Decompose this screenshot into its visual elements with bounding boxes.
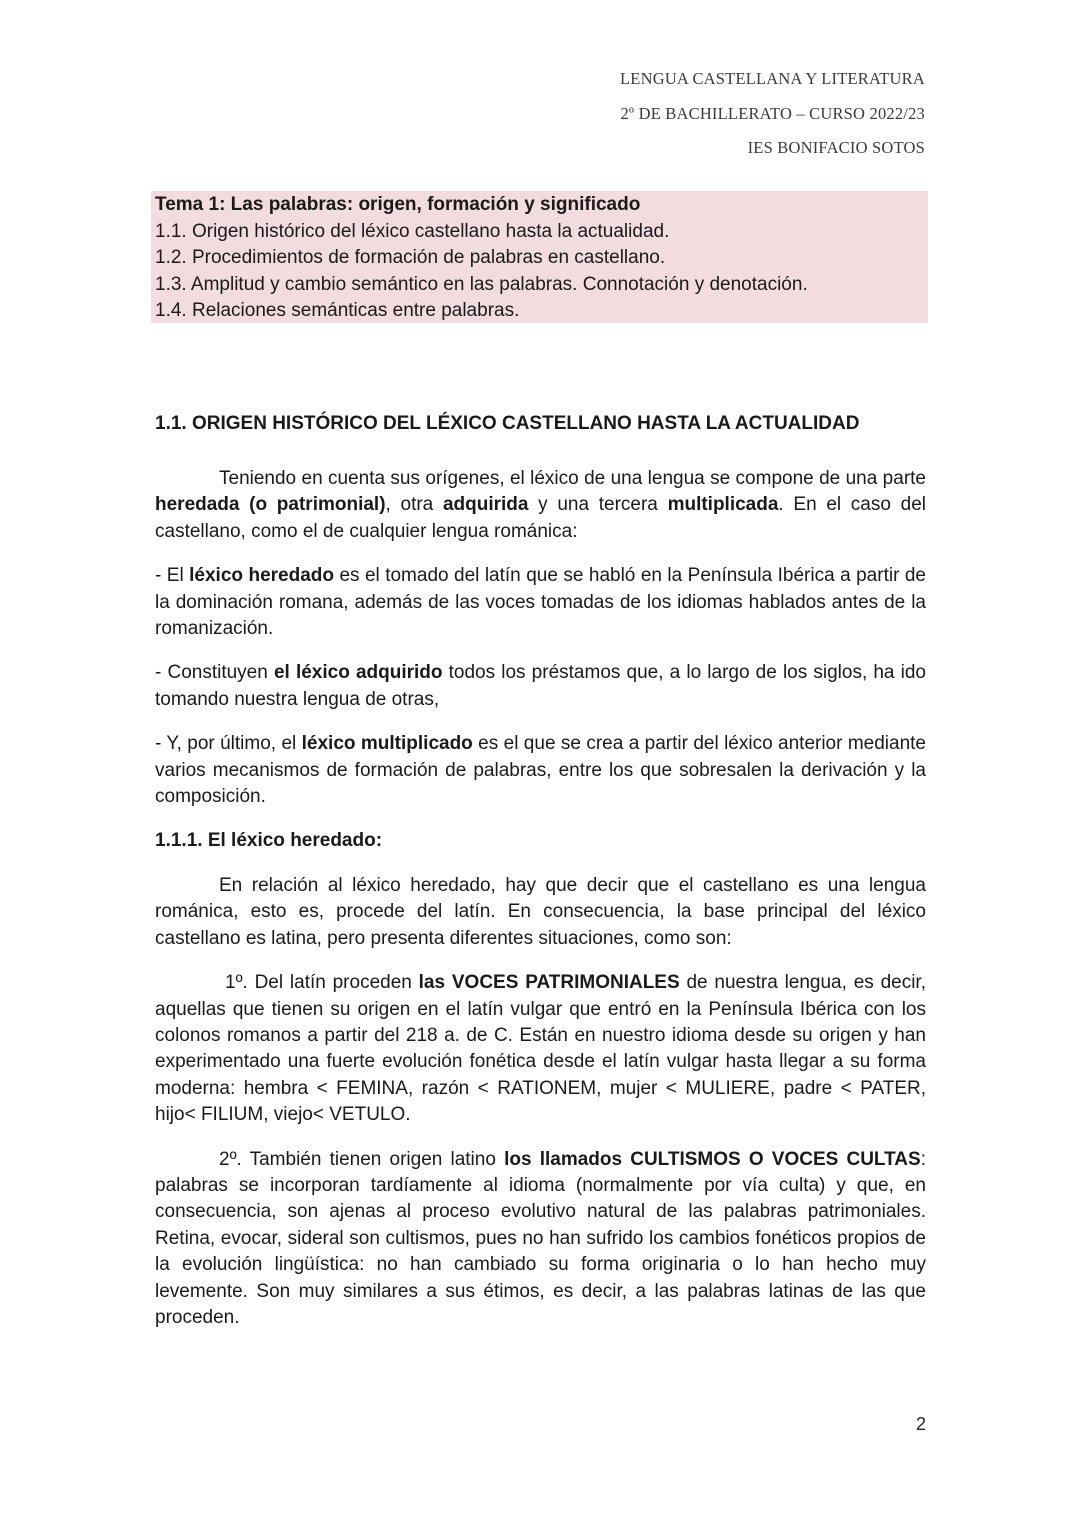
subsection-intro: En relación al léxico heredado, hay que decir que el castellano es una lengua románica, esto es, procede del latín. En consecuencia, la base principal del léxico castellano es latina, pero presenta diferentes situaciones, como son: bbox=[155, 874, 926, 949]
text-run: 1º. Del latín proceden bbox=[225, 972, 419, 994]
header-school: IES BONIFACIO SOTOS bbox=[747, 138, 925, 157]
bold-term: léxico multiplicado bbox=[301, 733, 473, 755]
text-run: - El bbox=[155, 565, 190, 587]
text-run: es el tomado del latín que se habló en la Península Ibérica a partir de la dominación romana, además de las voces tomadas de los idiomas hablados antes de la romanización. bbox=[155, 565, 926, 640]
topic-item: 1.2. Procedimientos de formación de palabras en castellano. bbox=[155, 247, 666, 269]
header-course: 2º DE BACHILLERATO – CURSO 2022/23 bbox=[620, 103, 925, 123]
bullet-paragraph bbox=[155, 563, 926, 642]
main-content bbox=[155, 410, 926, 1349]
intro-paragraph bbox=[155, 466, 926, 545]
bullet-paragraph bbox=[155, 731, 926, 810]
bold-term: los llamados CULTISMOS O VOCES CULTAS bbox=[504, 1148, 921, 1170]
text-run: Teniendo en cuenta sus orígenes, el léxico de una lengua se compone de una parte bbox=[219, 468, 926, 489]
bullet-paragraph bbox=[155, 660, 926, 713]
text-run: 2º. También tienen origen latino bbox=[219, 1148, 505, 1170]
point-paragraph bbox=[155, 970, 926, 1128]
text-run: . En el caso del castellano, como el de cualquier lengua románica: bbox=[155, 494, 926, 542]
text-run: es el que se crea a partir del léxico anterior mediante varios mecanismos de formación de palabras, entre los que sobresalen la derivación y la composición. bbox=[155, 733, 926, 808]
bold-term: multiplicada bbox=[667, 494, 779, 516]
section-heading: 1.1. ORIGEN HISTÓRICO DEL LÉXICO CASTELLANO HASTA LA ACTUALIDAD bbox=[155, 413, 860, 434]
bold-term: el léxico adquirido bbox=[273, 662, 443, 684]
text-run: - Y, por último, el bbox=[155, 733, 302, 755]
point-paragraph bbox=[155, 1147, 926, 1332]
text-run: : palabras se incorporan tardíamente al idioma (normalmente por vía culta) y que, en consecuencia, son ajenas al proceso evolutivo natural de las palabras patrimoniales. Retina, evocar, sideral son cultismos, pues no han sufrido los cambios fonéticos propios de la evolución lingüística: no han cambiado su forma originaria o lo han hecho muy levemente. Son muy similares a sus étimos, es decir, a las palabras latinas de las que proceden. bbox=[155, 1148, 926, 1328]
text-run: todos los préstamos que, a lo largo de los siglos, ha ido tomando nuestra lengua de otras, bbox=[155, 662, 926, 710]
text-run: de nuestra lengua, es decir, aquellas que tienen su origen en el latín vulgar que entró en la Península Ibérica con los colonos romanos a partir del 218 a. de C. Están en nuestro idioma desde su origen y han experimentado una fuerte evolución fonética desde el latín vulgar hasta llegar a su forma moderna: hembra < FEMINA, razón < RATIONEM, mujer < MULIERE, padre < PATER, hijo< FILIUM, viejo< VETULO. bbox=[155, 972, 926, 1126]
topic-item: 1.4. Relaciones semánticas entre palabras. bbox=[155, 300, 520, 322]
bold-term: heredada (o patrimonial) bbox=[155, 494, 386, 516]
bold-term: adquirida bbox=[442, 494, 529, 516]
topic-summary-box bbox=[151, 191, 928, 323]
text-run: - Constituyen bbox=[155, 662, 274, 684]
header-subject: LENGUA CASTELLANA Y LITERATURA bbox=[620, 69, 925, 88]
topic-item: 1.3. Amplitud y cambio semántico en las palabras. Connotación y denotación. bbox=[155, 273, 808, 295]
bold-term: las VOCES PATRIMONIALES bbox=[418, 972, 680, 994]
topic-title: Tema 1: Las palabras: origen, formación y significado bbox=[155, 194, 641, 215]
topic-item: 1.1. Origen histórico del léxico castellano hasta la actualidad. bbox=[155, 220, 670, 242]
text-run: y una tercera bbox=[528, 494, 668, 516]
subsection-heading: 1.1.1. El léxico heredado: bbox=[155, 830, 383, 852]
bold-term: léxico heredado bbox=[189, 565, 334, 587]
page-header bbox=[620, 62, 925, 166]
text-run: , otra bbox=[385, 494, 443, 516]
page-number: 2 bbox=[915, 1414, 926, 1434]
